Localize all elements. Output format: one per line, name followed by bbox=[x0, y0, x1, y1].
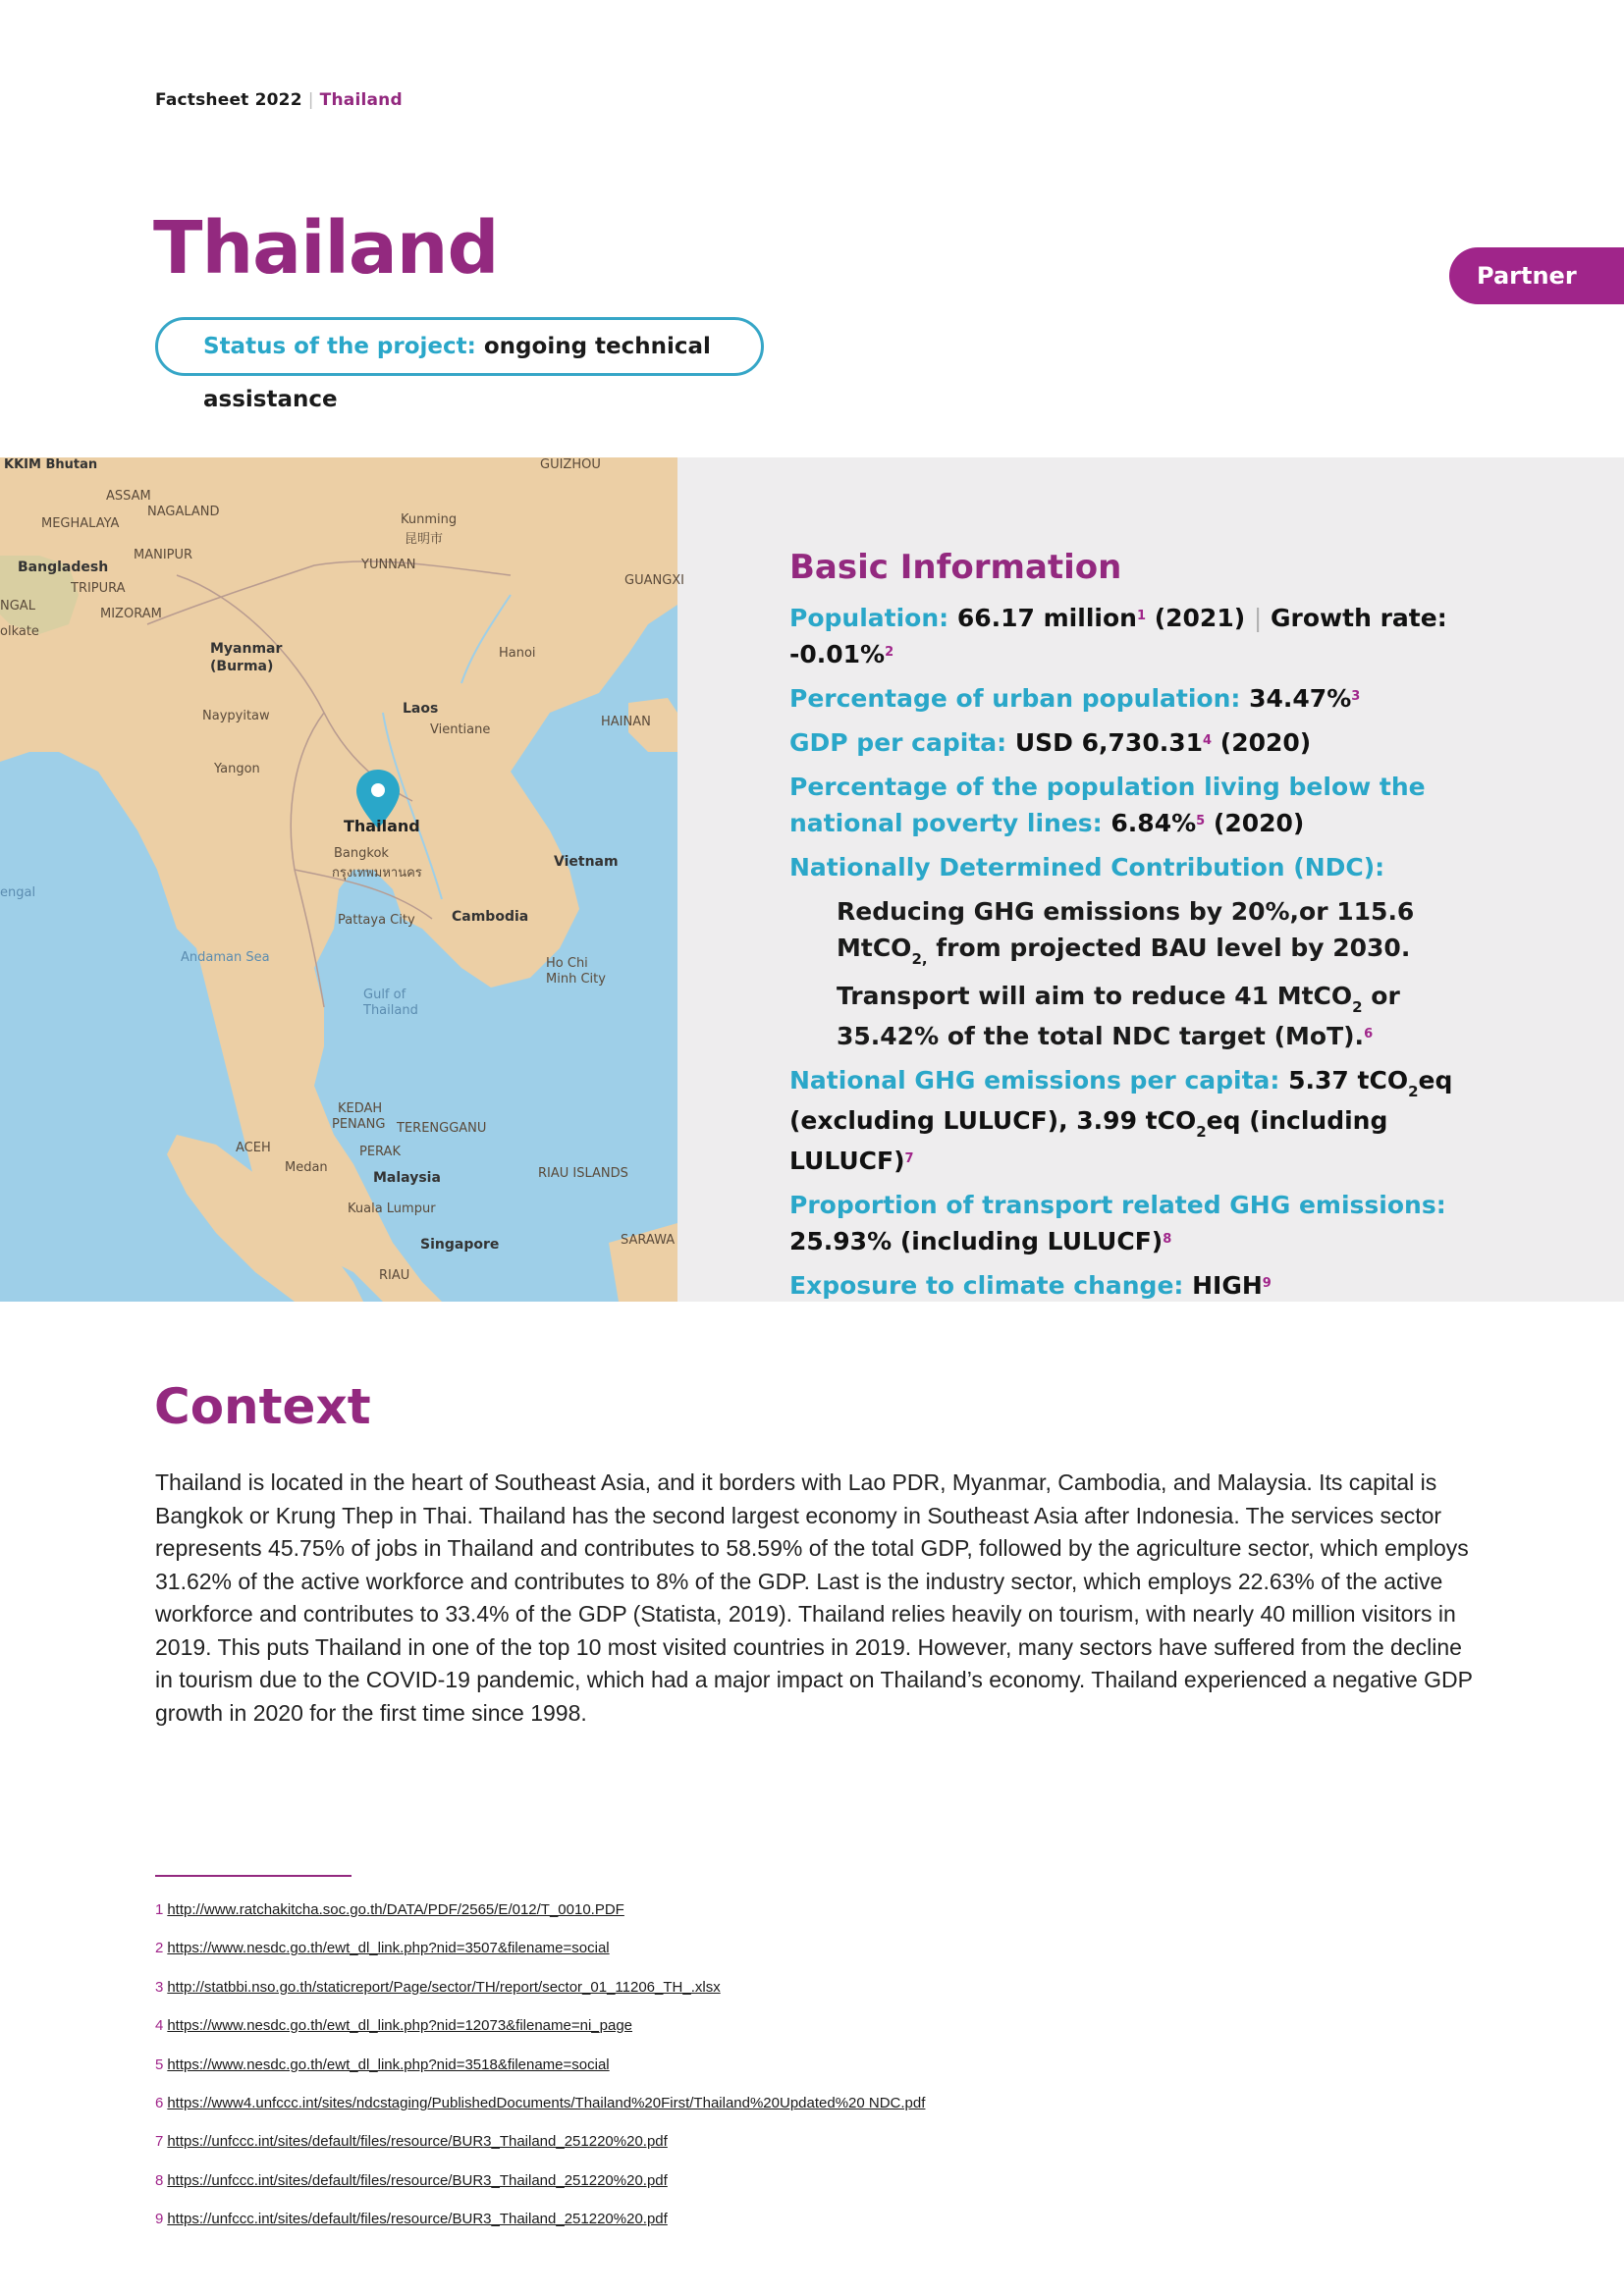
footnote-link[interactable]: https://www.nesdc.go.th/ewt_dl_link.php?nid=3518&filename=social bbox=[167, 2056, 610, 2073]
map-label-yunnan: YUNNAN bbox=[361, 558, 416, 572]
map-label-riau: RIAU bbox=[379, 1268, 410, 1283]
status-value: ongoing technical assistance bbox=[203, 334, 711, 412]
footnote-ref-3: 3 bbox=[1351, 689, 1361, 704]
population-value: 66.17 million bbox=[956, 604, 1137, 632]
ghg-value-2: eq (excluding LULUCF), 3.99 tCO bbox=[789, 1066, 1453, 1135]
ghg-line bbox=[789, 1062, 1496, 1179]
footnote-item bbox=[155, 2171, 925, 2210]
exposure-line bbox=[789, 1267, 1496, 1304]
map-image bbox=[0, 457, 685, 1302]
population-line bbox=[789, 600, 1496, 672]
map-label-thailand: Thailand bbox=[344, 817, 420, 835]
footnote-ref-8: 8 bbox=[1163, 1232, 1172, 1247]
ndc-item-1-text-b: from projected BAU level by 2030. bbox=[927, 934, 1411, 962]
footnote-ref-7: 7 bbox=[904, 1151, 914, 1166]
footnote-item bbox=[155, 1939, 925, 1977]
footnote-ref-5: 5 bbox=[1196, 814, 1206, 828]
footnote-number: 4 bbox=[155, 2017, 164, 2035]
map-label-manipur: MANIPUR bbox=[134, 548, 193, 562]
urban-label: Percentage of urban population: bbox=[789, 684, 1241, 713]
footnote-link[interactable]: https://www.nesdc.go.th/ewt_dl_link.php?nid=3507&filename=social bbox=[167, 1940, 610, 1957]
footnote-link[interactable]: https://unfccc.int/sites/default/files/resource/BUR3_Thailand_251220%20.pdf bbox=[167, 2133, 668, 2151]
poverty-value: 6.84% bbox=[1110, 809, 1197, 837]
map-label-guangxi: GUANGXI bbox=[624, 573, 685, 588]
map-label-hainan: HAINAN bbox=[601, 715, 651, 729]
footnotes-list bbox=[155, 1900, 925, 2249]
context-paragraph: Thailand is located in the heart of Southeast Asia, and it borders with Lao PDR, Myanmar, Cambodia, and Malaysia. Its capital is Bangkok or Krung Thep in Thai. Thailand has the second largest economy in Southeast Asia after Indonesia. The services sector represents 45.75% of jobs in Thailand and contributes to 58.59% of the total GDP, followed by the agriculture sector, which employs 31.62% of the active workforce and contributes to 8% of the GDP. Last is the industry sector, which employs 22.63% of the active workforce and contributes to 33.4% of the GDP (Statista, 2019). Thailand relies heavily on tourism, with nearly 40 million visitors in 2019. This puts Thailand in one of the top 10 most visited countries in 2019. However, many sectors have suffered from the decline in tourism due to the COVID-19 pandemic, which had a major impact on Thailand’s economy. Thailand experienced a negative GDP growth in 2020 for the first time since 1998. bbox=[155, 1469, 1473, 1726]
header-country: Thailand bbox=[319, 90, 403, 110]
map-label-myanmar: Myanmar (Burma) bbox=[210, 641, 283, 674]
ndc-label: Nationally Determined Contribution (NDC): bbox=[789, 853, 1385, 881]
ndc-line bbox=[789, 849, 1496, 885]
exposure-label: Exposure to climate change: bbox=[789, 1271, 1184, 1300]
factsheet-label: Factsheet 2022 bbox=[155, 90, 302, 110]
map-label-yangon: Yangon bbox=[214, 762, 260, 776]
transport-label: Proportion of transport related GHG emissions: bbox=[789, 1191, 1446, 1219]
ndc-item-2 bbox=[789, 978, 1496, 1054]
status-label: Status of the project: bbox=[203, 334, 476, 359]
map-label-terengganu: TERENGGANU bbox=[397, 1121, 487, 1136]
map-label-kate: olkate bbox=[0, 624, 39, 639]
map-label-naypyitaw: Naypyitaw bbox=[202, 709, 270, 723]
ndc-item-2-text: Transport will aim to reduce 41 MtCO bbox=[837, 982, 1353, 1010]
footnote-ref-2: 2 bbox=[885, 645, 894, 660]
footnote-number: 3 bbox=[155, 1978, 164, 1996]
footnote-number: 9 bbox=[155, 2211, 164, 2228]
ghg-label: National GHG emissions per capita: bbox=[789, 1066, 1280, 1095]
map-label-gulf: Gulf of Thailand bbox=[363, 988, 418, 1018]
partner-city-badge: Partner city bbox=[1449, 247, 1624, 304]
population-label: Population: bbox=[789, 604, 949, 632]
map-label-guizhou: GUIZHOU bbox=[540, 457, 601, 472]
map-label-engal: engal bbox=[0, 885, 36, 900]
map-label-malaysia: Malaysia bbox=[373, 1170, 441, 1186]
basic-information bbox=[789, 550, 1496, 1311]
footnote-link[interactable]: http://www.ratchakitcha.soc.go.th/DATA/PDF/2565/E/012/T_0010.PDF bbox=[167, 1901, 624, 1918]
map-label-cambodia: Cambodia bbox=[452, 909, 529, 925]
map-label-bangkok-local: กรุงเทพมหานคร bbox=[332, 866, 422, 881]
map-label-vietnam: Vietnam bbox=[554, 854, 619, 870]
map-label-kedah: KEDAH bbox=[338, 1101, 383, 1116]
gdp-line bbox=[789, 724, 1496, 761]
gdp-year: (2020) bbox=[1219, 728, 1312, 757]
basic-info-heading: Basic Information bbox=[789, 548, 1122, 587]
footnote-number: 1 bbox=[155, 1901, 164, 1918]
map-label-pattaya: Pattaya City bbox=[338, 913, 415, 928]
footnote-link[interactable]: https://unfccc.int/sites/default/files/resource/BUR3_Thailand_251220%20.pdf bbox=[167, 2171, 668, 2189]
map-label-bhutan: KKIM Bhutan bbox=[4, 457, 98, 472]
map-label-perak: PERAK bbox=[359, 1145, 401, 1159]
urban-value: 34.47% bbox=[1249, 684, 1352, 713]
map-label-kunming-local: 昆明市 bbox=[405, 532, 444, 547]
ndc-item-1 bbox=[789, 893, 1496, 970]
ghg-value-3: eq (including LULUCF) bbox=[789, 1106, 1388, 1175]
footnote-link[interactable]: https://www.nesdc.go.th/ewt_dl_link.php?nid=12073&filename=ni_page bbox=[167, 2017, 633, 2035]
map-label-laos: Laos bbox=[403, 701, 439, 717]
map-label-ngal: NGAL bbox=[0, 599, 35, 614]
footnote-item bbox=[155, 2094, 925, 2132]
page-title: Thailand bbox=[153, 206, 499, 291]
map-label-medan: Medan bbox=[285, 1160, 328, 1175]
map-label-ho-chi-minh: Ho Chi Minh City bbox=[546, 956, 606, 987]
map-label-tripura: TRIPURA bbox=[71, 581, 126, 596]
growth-rate: Growth rate: -0.01% bbox=[789, 604, 1447, 668]
footnote-number: 2 bbox=[155, 1940, 164, 1957]
gdp-value: USD 6,730.31 bbox=[1014, 728, 1204, 757]
map-label-penang: PENANG bbox=[332, 1117, 386, 1132]
population-year: (2021) bbox=[1154, 604, 1246, 632]
ndc-item-1-sub: 2, bbox=[911, 950, 928, 968]
divider: | bbox=[1253, 604, 1263, 632]
map-label-meghalaya: MEGHALAYA bbox=[41, 516, 120, 531]
footnote-ref-1: 1 bbox=[1136, 609, 1146, 623]
map-label-aceh: ACEH bbox=[236, 1141, 271, 1155]
map-label-mizoram: MIZORAM bbox=[100, 607, 162, 621]
footnote-item bbox=[155, 1900, 925, 1939]
map-label-andaman-sea: Andaman Sea bbox=[181, 950, 270, 965]
footnote-item bbox=[155, 2210, 925, 2248]
footnote-divider bbox=[155, 1875, 352, 1877]
page-header bbox=[155, 90, 403, 110]
footnote-ref-4: 4 bbox=[1203, 733, 1213, 748]
exposure-value: HIGH bbox=[1192, 1271, 1263, 1300]
urban-line bbox=[789, 680, 1496, 717]
poverty-line bbox=[789, 769, 1496, 841]
map-label-bangkok: Bangkok bbox=[334, 846, 389, 861]
footnote-link[interactable]: http://statbbi.nso.go.th/staticreport/Page/sector/TH/report/sector_01_11206_TH_.xlsx bbox=[167, 1978, 721, 1996]
map-label-sarawak: SARAWA bbox=[621, 1233, 676, 1248]
footnote-ref-6: 6 bbox=[1364, 1027, 1374, 1041]
footnote-item bbox=[155, 2056, 925, 2094]
footnote-number: 6 bbox=[155, 2094, 164, 2111]
map-label-hanoi: Hanoi bbox=[499, 646, 536, 661]
footnote-item bbox=[155, 1978, 925, 2016]
basic-info-panel bbox=[0, 457, 1624, 1302]
map-label-vientiane: Vientiane bbox=[430, 722, 491, 737]
ghg-sub-1: 2 bbox=[1408, 1083, 1419, 1100]
project-status-box bbox=[155, 317, 764, 412]
footnote-number: 7 bbox=[155, 2133, 164, 2151]
ndc-item-2-text-b: or 35.42% of the total NDC target (MoT). bbox=[837, 982, 1400, 1050]
header-separator: | bbox=[307, 90, 314, 110]
map-label-bangladesh: Bangladesh bbox=[18, 560, 109, 575]
footnote-link[interactable]: https://www4.unfccc.int/sites/ndcstaging/PublishedDocuments/Thailand%20First/Thailand%20Updated%20 NDC.pdf bbox=[167, 2094, 926, 2111]
ndc-item-1-text: Reducing GHG emissions by 20%,or 115.6 MtCO bbox=[837, 897, 1415, 962]
poverty-year: (2020) bbox=[1213, 809, 1305, 837]
map-label-kuala-lumpur: Kuala Lumpur bbox=[348, 1201, 436, 1216]
ghg-value-1: 5.37 tCO bbox=[1288, 1066, 1409, 1095]
map-label-kunming: Kunming bbox=[401, 512, 458, 527]
footnote-item bbox=[155, 2132, 925, 2170]
map-label-nagaland: NAGALAND bbox=[147, 505, 220, 519]
ndc-item-2-sub: 2 bbox=[1352, 998, 1363, 1016]
footnote-link[interactable]: https://unfccc.int/sites/default/files/resource/BUR3_Thailand_251220%20.pdf bbox=[167, 2211, 668, 2228]
transport-ghg-line bbox=[789, 1187, 1496, 1259]
transport-value: 25.93% (including LULUCF) bbox=[789, 1227, 1164, 1255]
map-label-assam: ASSAM bbox=[106, 489, 151, 504]
context-heading: Context bbox=[154, 1378, 371, 1435]
gdp-label: GDP per capita: bbox=[789, 728, 1007, 757]
footnote-item bbox=[155, 2016, 925, 2055]
footnote-number: 8 bbox=[155, 2171, 164, 2189]
footnote-number: 5 bbox=[155, 2056, 164, 2073]
footnote-ref-9: 9 bbox=[1262, 1276, 1272, 1291]
map-label-riau-islands: RIAU ISLANDS bbox=[538, 1166, 628, 1181]
ghg-sub-2: 2 bbox=[1196, 1123, 1207, 1141]
poverty-label: Percentage of the population living below the national poverty lines: bbox=[789, 773, 1426, 837]
map-label-singapore: Singapore bbox=[420, 1237, 500, 1253]
